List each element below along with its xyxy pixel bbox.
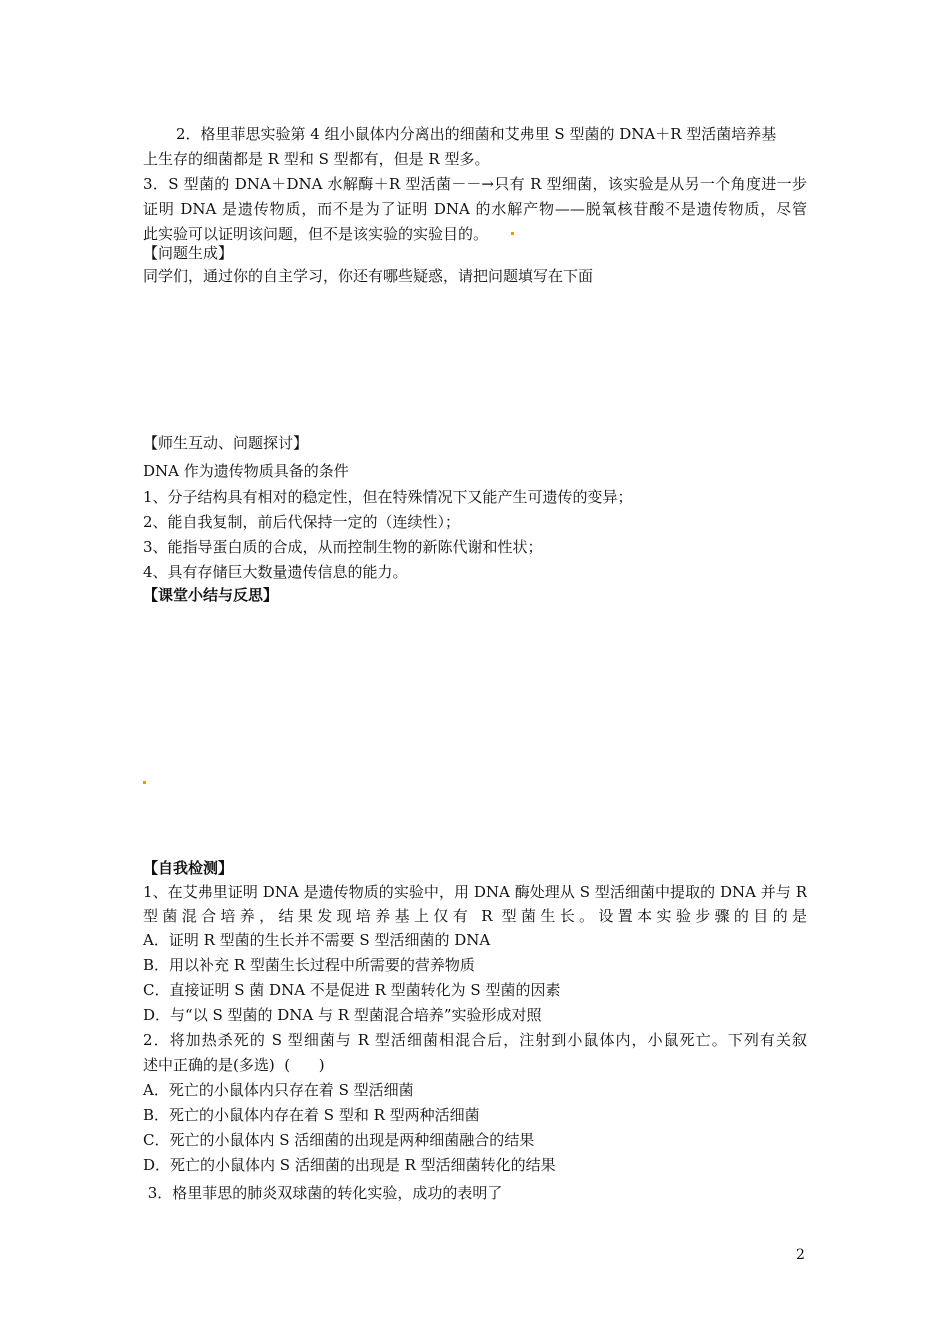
review-point-2-line1: 2．格里菲思实验第 4 组小鼠体内分离出的细菌和艾弗里 S 型菌的 DNA＋R 型活菌培养基 xyxy=(176,125,777,143)
self-test-heading: 【自我检测】 xyxy=(143,859,234,877)
question-2-option-a: A．死亡的小鼠体内只存在着 S 型活细菌 xyxy=(143,1081,414,1099)
marker-dot xyxy=(143,781,146,784)
interaction-item-2: 2、能自我复制，前后代保持一定的（连续性）； xyxy=(143,513,461,531)
question-3-line1: 3．格里菲思的肺炎双球菌的转化实验，成功的表明了 xyxy=(143,1184,503,1202)
question-1-line1: 1、在艾弗里证明 DNA 是遗传物质的实验中，用 DNA 酶处理从 S 型活细菌中提取的 DNA 并与 R xyxy=(143,883,807,901)
marker-dot xyxy=(511,232,514,235)
review-point-2-line2: 上生存的细菌都是 R 型和 S 型都有，但是 R 型多。 xyxy=(143,150,490,168)
summary-heading: 【课堂小结与反思】 xyxy=(143,586,279,604)
review-point-3-line3: 此实验可以证明该问题，但不是该实验的实验目的。 xyxy=(143,225,489,243)
interaction-heading: 【师生互动、问题探讨】 xyxy=(143,434,309,452)
question-1-option-c: C．直接证明 S 菌 DNA 不是促进 R 型菌转化为 S 型菌的因素 xyxy=(143,981,561,999)
question-2-line1: 2．将加热杀死的 S 型细菌与 R 型活细菌相混合后，注射到小鼠体内，小鼠死亡。下列有关叙 xyxy=(143,1031,807,1049)
question-2-option-d: D．死亡的小鼠体内 S 活细菌的出现是 R 型活细菌转化的结果 xyxy=(143,1156,556,1174)
question-gen-heading: 【问题生成】 xyxy=(143,244,234,262)
interaction-intro: DNA 作为遗传物质具备的条件 xyxy=(143,462,349,480)
question-2-line2: 述中正确的是(多选) ( ) xyxy=(143,1056,325,1074)
question-1-line2: 型菌混合培养，结果发现培养基上仅有 R 型菌生长。设置本实验步骤的目的是 xyxy=(143,907,807,925)
question-1-option-d: D．与“以 S 型菌的 DNA 与 R 型菌混合培养”实验形成对照 xyxy=(143,1006,542,1024)
question-1-option-a: A．证明 R 型菌的生长并不需要 S 型活细菌的 DNA xyxy=(143,931,491,949)
question-2-option-c: C．死亡的小鼠体内 S 活细菌的出现是两种细菌融合的结果 xyxy=(143,1131,535,1149)
interaction-item-3: 3、能指导蛋白质的合成，从而控制生物的新陈代谢和性状； xyxy=(143,538,543,556)
review-point-3-line2: 证明 DNA 是遗传物质，而不是为了证明 DNA 的水解产物——脱氧核苷酸不是遗传物质，尽管 xyxy=(143,200,807,218)
page-number: 2 xyxy=(796,1247,805,1263)
interaction-item-4: 4、具有存储巨大数量遗传信息的能力。 xyxy=(143,563,408,581)
question-2-option-b: B．死亡的小鼠体内存在着 S 型和 R 型两种活细菌 xyxy=(143,1106,480,1124)
review-point-3-line1: 3．S 型菌的 DNA＋DNA 水解酶＋R 型活菌－－→只有 R 型细菌，该实验是从另一个角度进一步 xyxy=(143,175,807,193)
question-gen-prompt: 同学们，通过你的自主学习，你还有哪些疑惑，请把问题填写在下面 xyxy=(143,267,594,285)
interaction-item-1: 1、分子结构具有相对的稳定性，但在特殊情况下又能产生可遗传的变异； xyxy=(143,488,633,506)
question-1-option-b: B．用以补充 R 型菌生长过程中所需要的营养物质 xyxy=(143,956,475,974)
